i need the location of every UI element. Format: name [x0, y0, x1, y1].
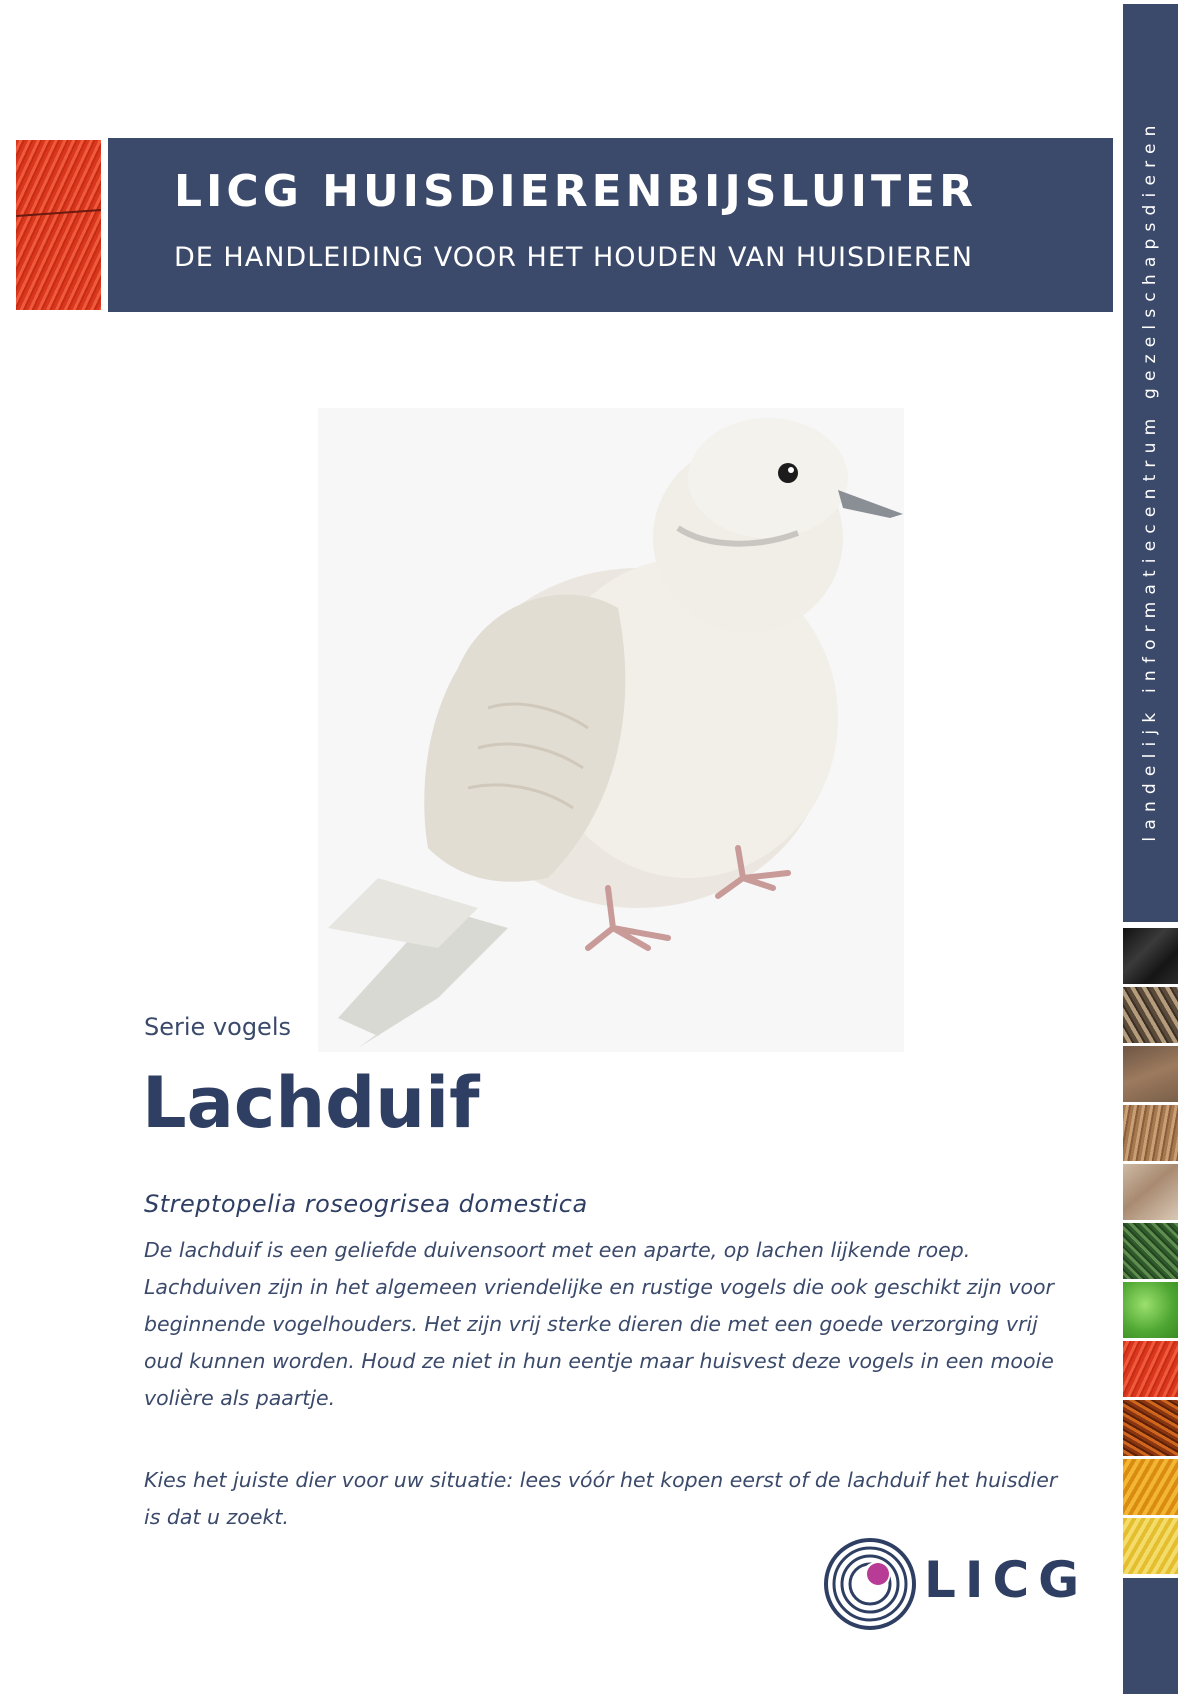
sidebar-swatch-feather-yellow: [1123, 1518, 1178, 1574]
sidebar-swatch-feather-red: [1123, 1341, 1178, 1397]
header-title: LICG HUISDIERENBIJSLUITER: [174, 166, 977, 217]
header-texture-swatch: [16, 140, 101, 310]
header-banner: [108, 138, 1113, 312]
scientific-name: Streptopelia roseogrisea domestica: [144, 1190, 588, 1218]
sidebar-swatch-frog-green: [1123, 1282, 1178, 1338]
sidebar-swatch-fur-black: [1123, 928, 1178, 984]
sidebar-swatch-feather-beige: [1123, 1164, 1178, 1220]
advice-paragraph: Kies het juiste dier voor uw situatie: lees vóór het kopen eerst of de lachduif het huisdier is dat u zoekt.: [144, 1468, 1058, 1529]
dove-photo: [318, 408, 904, 1052]
intro-paragraph: De lachduif is een geliefde duivensoort met een aparte, op lachen lijkende roep. Lachduiven zijn in het algemeen vriendelijke en rustige vogels die ook geschikt zijn voor beginnende vogelhouders. Het zijn vrij sterke dieren die met een goede verzorging vrij oud kunnen worden. Houd ze niet in hun eentje maar huisvest deze vogels in een mooie volière als paartje.: [144, 1238, 1054, 1410]
sidebar-swatch-fur-brown: [1123, 1046, 1178, 1102]
sidebar-swatch-feather-orange: [1123, 1459, 1178, 1515]
sidebar-swatch-fur-tan: [1123, 1105, 1178, 1161]
series-label: Serie vogels: [144, 1013, 291, 1041]
sidebar-vertical-text: landelijk informatiecentrum gezelschapsdieren: [1140, 118, 1160, 842]
header-subtitle: DE HANDLEIDING VOOR HET HOUDEN VAN HUISDIEREN: [174, 242, 973, 273]
sidebar-swatch-reptile-green: [1123, 1223, 1178, 1279]
sidebar-swatch-scales-orange: [1123, 1400, 1178, 1456]
licg-logo-text: LICG: [924, 1551, 1089, 1609]
sidebar-swatch-snake: [1123, 987, 1178, 1043]
animal-name-title: Lachduif: [142, 1062, 480, 1144]
sidebar-band-bottom: [1123, 1578, 1178, 1694]
